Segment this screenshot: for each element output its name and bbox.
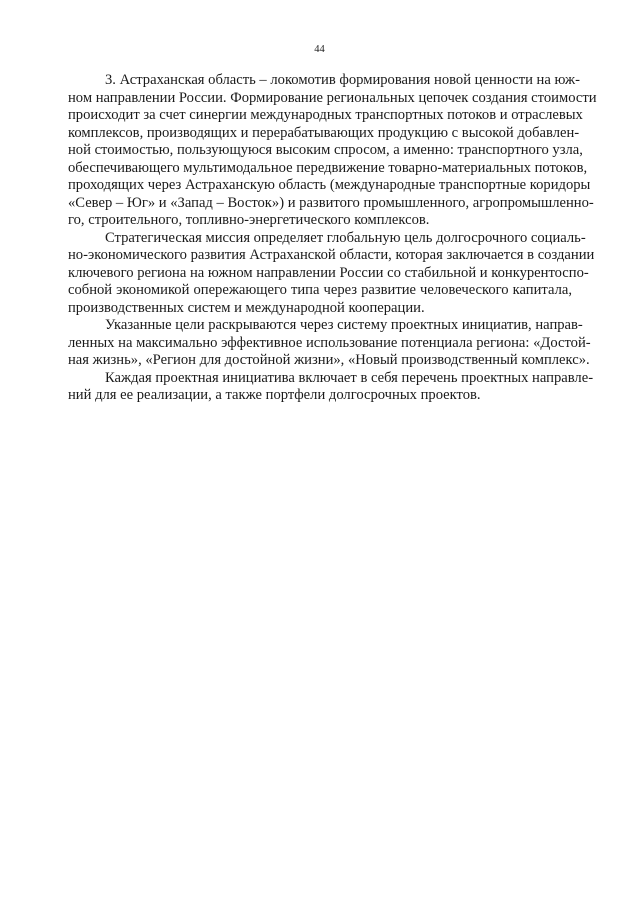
- text-line: собной экономикой опережающего типа через развитие человеческого капитала,: [68, 282, 572, 298]
- text-line: «Север – Юг» и «Запад – Восток») и развитого промышленного, агропромышленно-: [68, 194, 594, 211]
- text-line: ная жизнь», «Регион для достойной жизни», «Новый производственный комплекс».: [68, 352, 590, 368]
- document-body: [68, 72, 597, 405]
- text-line: Указанные цели раскрываются через систему проектных инициатив, направ-: [105, 317, 583, 333]
- text-line: Стратегическая миссия определяет глобальную цель долгосрочного социаль-: [105, 229, 586, 246]
- paragraph-mission: [68, 229, 595, 318]
- text-line: обеспечивающего мультимодальное передвижение товарно-материальных потоков,: [68, 159, 588, 176]
- text-line: ном направлении России. Формирование региональных цепочек создания стоимости: [68, 89, 597, 106]
- text-line: проходящих через Астраханскую область (международные транспортные коридоры: [68, 177, 591, 193]
- text-line: ленных на максимально эффективное использование потенциала региона: «Достой-: [68, 334, 591, 351]
- text-line: 3. Астраханская область – локомотив формирования новой ценности на юж-: [105, 72, 580, 88]
- text-line: го, строительного, топливно-энергетического комплексов.: [68, 212, 430, 228]
- paragraph-initiatives: [68, 369, 594, 405]
- text-line: но-экономического развития Астраханской области, которая заключается в создании: [68, 247, 595, 263]
- text-line: Каждая проектная инициатива включает в себя перечень проектных направле-: [105, 369, 594, 386]
- text-line: ной стоимостью, пользующуюся высоким спросом, а именно: транспортного узла,: [68, 142, 583, 158]
- text-line: ключевого региона на южном направлении России со стабильной и конкурентоспо-: [68, 264, 589, 281]
- paragraph-locomotive: [68, 72, 597, 230]
- page-number: 44: [314, 44, 325, 55]
- paragraph-goals: [68, 317, 591, 370]
- text-line: ний для ее реализации, а также портфели долгосрочных проектов.: [68, 387, 481, 403]
- text-line: производственных систем и международной кооперации.: [68, 299, 425, 316]
- text-line: комплексов, производящих и перерабатывающих продукцию с высокой добавлен-: [68, 124, 580, 141]
- text-line: происходит за счет синергии международных транспортных потоков и отраслевых: [68, 107, 583, 123]
